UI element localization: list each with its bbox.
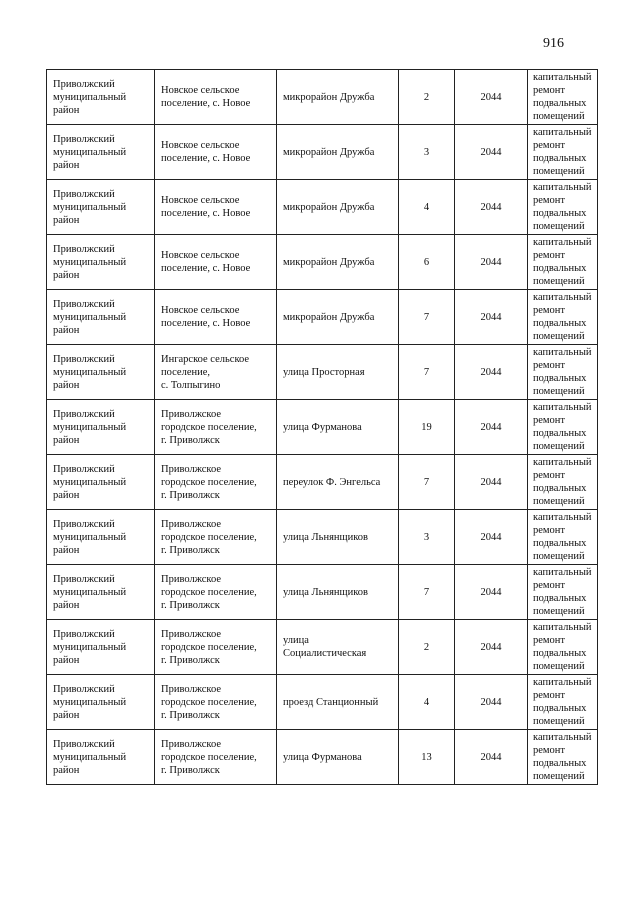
work-type-cell: [528, 180, 598, 235]
cell-text: капитальный ремонт подвальных помещений: [533, 127, 592, 177]
cell-text: Приволжский муниципальный район: [53, 353, 127, 391]
cell-text: 4: [423, 201, 430, 213]
work-type-cell: [528, 400, 598, 455]
cell-text: 2044: [480, 91, 502, 103]
cell-text: Приволжский муниципальный район: [53, 243, 127, 281]
cell-text: 13: [421, 751, 432, 763]
year-cell: [455, 290, 528, 345]
year-cell: [455, 620, 528, 675]
cell-text: Приволжский муниципальный район: [53, 738, 127, 776]
cell-text: 2044: [480, 641, 502, 653]
cell-text: микрорайон Дружба: [283, 91, 375, 103]
settlement-cell: [155, 125, 277, 180]
street-cell: [277, 675, 399, 730]
work-type-cell: [528, 290, 598, 345]
cell-text: капитальный ремонт подвальных помещений: [533, 182, 592, 232]
cell-text: капитальный ремонт подвальных помещений: [533, 347, 592, 397]
cell-text: улица Фурманова: [283, 751, 362, 763]
table-row: [47, 455, 598, 510]
settlement-cell: [155, 510, 277, 565]
street-cell: [277, 235, 399, 290]
table-row: [47, 400, 598, 455]
cell-text: микрорайон Дружба: [283, 311, 375, 323]
district-cell: [47, 125, 155, 180]
cell-text: Приволжское городское поселение, г. Приволжск: [161, 408, 257, 446]
cell-text: Приволжский муниципальный район: [53, 408, 127, 446]
cell-text: улица Просторная: [283, 366, 365, 378]
street-cell: [277, 730, 399, 785]
table-row: [47, 180, 598, 235]
cell-text: капитальный ремонт подвальных помещений: [533, 677, 592, 727]
settlement-cell: [155, 180, 277, 235]
cell-text: Новское сельское поселение, с. Новое: [161, 195, 251, 219]
house-number-cell: [399, 455, 455, 510]
house-number-cell: [399, 70, 455, 125]
street-cell: [277, 70, 399, 125]
cell-text: Приволжский муниципальный район: [53, 463, 127, 501]
cell-text: улица Социалистическая: [283, 635, 367, 659]
settlement-cell: [155, 70, 277, 125]
cell-text: 7: [423, 476, 430, 488]
cell-text: Приволжское городское поселение, г. Приволжск: [161, 463, 257, 501]
cell-text: 7: [423, 366, 430, 378]
year-cell: [455, 675, 528, 730]
table-row: [47, 70, 598, 125]
cell-text: проезд Станционный: [283, 696, 379, 708]
cell-text: 3: [423, 146, 430, 158]
cell-text: Приволжский муниципальный район: [53, 573, 127, 611]
street-cell: [277, 125, 399, 180]
work-type-cell: [528, 235, 598, 290]
street-cell: [277, 180, 399, 235]
cell-text: Приволжский муниципальный район: [53, 133, 127, 171]
work-type-cell: [528, 70, 598, 125]
table-row: [47, 290, 598, 345]
house-number-cell: [399, 510, 455, 565]
year-cell: [455, 730, 528, 785]
settlement-cell: [155, 565, 277, 620]
cell-text: 7: [423, 586, 430, 598]
cell-text: Приволжский муниципальный район: [53, 78, 127, 116]
district-cell: [47, 70, 155, 125]
cell-text: 2044: [480, 751, 502, 763]
cell-text: 2044: [480, 146, 502, 158]
district-cell: [47, 400, 155, 455]
cell-text: улица Льнянщиков: [283, 531, 369, 543]
year-cell: [455, 235, 528, 290]
settlement-cell: [155, 345, 277, 400]
table-row: [47, 125, 598, 180]
table-row: [47, 620, 598, 675]
cell-text: 19: [421, 421, 432, 433]
house-number-cell: [399, 620, 455, 675]
cell-text: Приволжское городское поселение, г. Приволжск: [161, 518, 257, 556]
year-cell: [455, 345, 528, 400]
cell-text: 4: [423, 696, 430, 708]
cell-text: 2044: [480, 476, 502, 488]
cell-text: капитальный ремонт подвальных помещений: [533, 732, 592, 782]
district-cell: [47, 510, 155, 565]
settlement-cell: [155, 290, 277, 345]
cell-text: капитальный ремонт подвальных помещений: [533, 402, 592, 452]
cell-text: 2044: [480, 421, 502, 433]
cell-text: улица Фурманова: [283, 421, 362, 433]
cell-text: капитальный ремонт подвальных помещений: [533, 72, 592, 122]
cell-text: 2: [423, 91, 430, 103]
work-type-cell: [528, 565, 598, 620]
settlement-cell: [155, 455, 277, 510]
cell-text: капитальный ремонт подвальных помещений: [533, 292, 592, 342]
street-cell: [277, 345, 399, 400]
street-cell: [277, 510, 399, 565]
work-type-cell: [528, 620, 598, 675]
cell-text: Новское сельское поселение, с. Новое: [161, 305, 251, 329]
district-cell: [47, 235, 155, 290]
cell-text: Приволжский муниципальный район: [53, 188, 127, 226]
work-type-cell: [528, 730, 598, 785]
cell-text: 2044: [480, 366, 502, 378]
cell-text: 3: [423, 531, 430, 543]
table-row: [47, 235, 598, 290]
cell-text: Приволжское городское поселение, г. Приволжск: [161, 683, 257, 721]
year-cell: [455, 510, 528, 565]
house-number-cell: [399, 345, 455, 400]
cell-text: Приволжское городское поселение, г. Приволжск: [161, 573, 257, 611]
cell-text: Приволжское городское поселение, г. Приволжск: [161, 628, 257, 666]
settlement-cell: [155, 730, 277, 785]
work-type-cell: [528, 125, 598, 180]
cell-text: 2044: [480, 256, 502, 268]
repair-schedule-table: [46, 69, 598, 785]
district-cell: [47, 180, 155, 235]
house-number-cell: [399, 400, 455, 455]
work-type-cell: [528, 345, 598, 400]
cell-text: Новское сельское поселение, с. Новое: [161, 250, 251, 274]
cell-text: Приволжское городское поселение, г. Приволжск: [161, 738, 257, 776]
cell-text: капитальный ремонт подвальных помещений: [533, 237, 592, 287]
cell-text: капитальный ремонт подвальных помещений: [533, 512, 592, 562]
house-number-cell: [399, 125, 455, 180]
house-number-cell: [399, 730, 455, 785]
settlement-cell: [155, 400, 277, 455]
settlement-cell: [155, 235, 277, 290]
house-number-cell: [399, 235, 455, 290]
cell-text: капитальный ремонт подвальных помещений: [533, 622, 592, 672]
cell-text: Новское сельское поселение, с. Новое: [161, 140, 251, 164]
cell-text: улица Льнянщиков: [283, 586, 369, 598]
cell-text: переулок Ф. Энгельса: [283, 476, 381, 488]
cell-text: Новское сельское поселение, с. Новое: [161, 85, 251, 109]
cell-text: 2: [423, 641, 430, 653]
cell-text: Приволжский муниципальный район: [53, 298, 127, 336]
settlement-cell: [155, 675, 277, 730]
year-cell: [455, 565, 528, 620]
cell-text: микрорайон Дружба: [283, 146, 375, 158]
house-number-cell: [399, 180, 455, 235]
district-cell: [47, 345, 155, 400]
table-row: [47, 345, 598, 400]
cell-text: 2044: [480, 586, 502, 598]
year-cell: [455, 455, 528, 510]
year-cell: [455, 70, 528, 125]
house-number-cell: [399, 565, 455, 620]
house-number-cell: [399, 675, 455, 730]
year-cell: [455, 125, 528, 180]
cell-text: 2044: [480, 696, 502, 708]
year-cell: [455, 180, 528, 235]
table-row: [47, 675, 598, 730]
work-type-cell: [528, 510, 598, 565]
work-type-cell: [528, 455, 598, 510]
cell-text: 2044: [480, 311, 502, 323]
street-cell: [277, 400, 399, 455]
district-cell: [47, 565, 155, 620]
street-cell: [277, 455, 399, 510]
district-cell: [47, 730, 155, 785]
cell-text: капитальный ремонт подвальных помещений: [533, 457, 592, 507]
cell-text: 2044: [480, 201, 502, 213]
cell-text: микрорайон Дружба: [283, 256, 375, 268]
cell-text: 2044: [480, 531, 502, 543]
cell-text: Приволжский муниципальный район: [53, 518, 127, 556]
cell-text: Приволжский муниципальный район: [53, 683, 127, 721]
district-cell: [47, 675, 155, 730]
district-cell: [47, 290, 155, 345]
street-cell: [277, 620, 399, 675]
cell-text: 7: [423, 311, 430, 323]
cell-text: 6: [423, 256, 430, 268]
street-cell: [277, 565, 399, 620]
settlement-cell: [155, 620, 277, 675]
year-cell: [455, 400, 528, 455]
cell-text: капитальный ремонт подвальных помещений: [533, 567, 592, 617]
district-cell: [47, 455, 155, 510]
house-number-cell: [399, 290, 455, 345]
cell-text: Ингарское сельское поселение, с. Толпыгино: [161, 353, 250, 391]
cell-text: Приволжский муниципальный район: [53, 628, 127, 666]
work-type-cell: [528, 675, 598, 730]
page-number: 916: [543, 36, 564, 51]
table-row: [47, 510, 598, 565]
table-row: [47, 730, 598, 785]
cell-text: микрорайон Дружба: [283, 201, 375, 213]
street-cell: [277, 290, 399, 345]
district-cell: [47, 620, 155, 675]
table-row: [47, 565, 598, 620]
